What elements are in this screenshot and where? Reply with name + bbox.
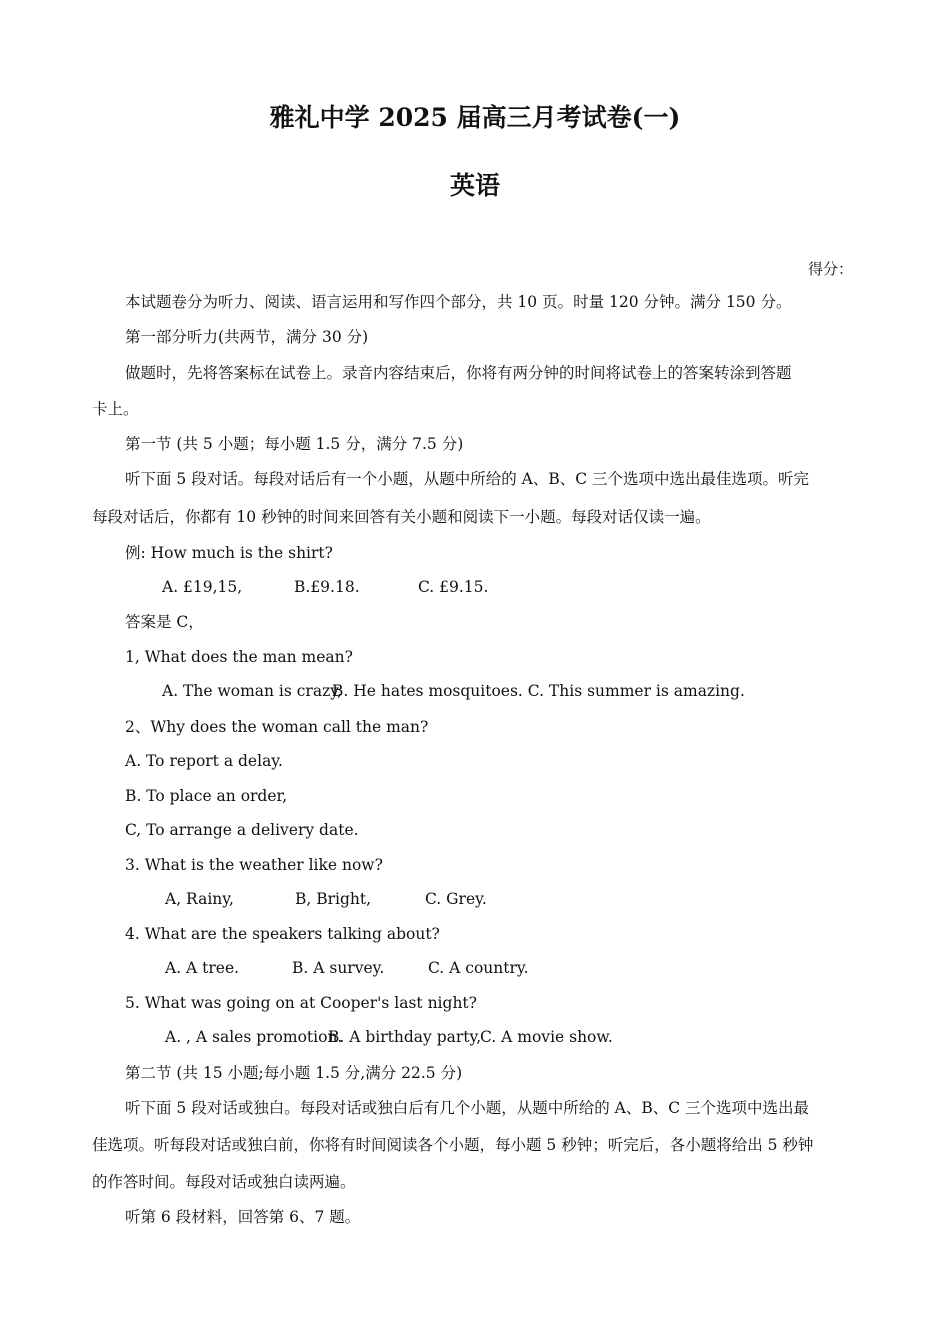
question-2-option-b: B. To place an order, bbox=[125, 787, 288, 805]
question-3-option-c: C. Grey. bbox=[425, 890, 487, 908]
section2-instruction-1: 听下面 5 段对话或独白。每段对话或独白后有几个小题，从题中所给的 A、B、C 三个选项中选出最 bbox=[125, 1099, 810, 1117]
example-answer: 答案是 C， bbox=[125, 613, 204, 631]
part1-instruction-2: 卡上。 bbox=[92, 400, 139, 418]
section1-heading: 第一节 (共 5 小题；每小题 1.5 分，满分 7.5 分) bbox=[125, 435, 464, 453]
question-2-option-c: C, To arrange a delivery date. bbox=[125, 821, 359, 839]
part1-instruction-1: 做题时，先将答案标在试卷上。录音内容结束后，你将有两分钟的时间将试卷上的答案转涂到答题 bbox=[125, 364, 792, 382]
subject-title: 英语 bbox=[449, 171, 500, 200]
question-2-option-a: A. To report a delay. bbox=[125, 752, 283, 770]
section2-heading: 第二节 (共 15 小题;每小题 1.5 分,满分 22.5 分) bbox=[125, 1064, 463, 1082]
question-4-option-b: B. A survey. bbox=[292, 959, 385, 977]
question-2: 2、Why does the woman call the man? bbox=[125, 718, 429, 736]
question-5-option-a: A. , A sales promotion. bbox=[165, 1028, 343, 1046]
question-5: 5. What was going on at Cooper's last night? bbox=[125, 994, 477, 1012]
example-option-a: A. £19,15, bbox=[162, 578, 243, 596]
section2-instruction-2: 佳选项。听每段对话或独白前，你将有时间阅读各个小题，每小题 5 秒钟；听完后，各小题将给出 5 秒钟 bbox=[92, 1136, 814, 1154]
example-question: 例: How much is the shirt? bbox=[125, 544, 333, 562]
score-label: 得分： bbox=[807, 260, 853, 278]
material-6-instruction: 听第 6 段材料，回答第 6、7 题。 bbox=[125, 1208, 361, 1226]
exam-title: 雅礼中学 2025 届高三月考试卷(一) bbox=[269, 103, 681, 132]
question-3-option-b: B, Bright, bbox=[295, 890, 372, 908]
question-4-option-a: A. A tree. bbox=[165, 959, 240, 977]
question-5-option-c: C. A movie show. bbox=[480, 1028, 613, 1046]
question-1-option-a: A. The woman is crazy, bbox=[162, 682, 342, 700]
question-5-option-b: B. A birthday party, bbox=[328, 1028, 482, 1046]
question-3: 3. What is the weather like now? bbox=[125, 856, 383, 874]
section1-instruction-1: 听下面 5 段对话。每段对话后有一个小题，从题中所给的 A、B、C 三个选项中选出最佳选项。听完 bbox=[125, 470, 810, 488]
example-option-b: B.£9.18. bbox=[294, 578, 360, 596]
question-4-option-c: C. A country. bbox=[428, 959, 529, 977]
intro-text: 本试题卷分为听力、阅读、语言运用和写作四个部分，共 10 页。时量 120 分钟。满分 150 分。 bbox=[125, 293, 792, 311]
part1-heading: 第一部分听力(共两节，满分 30 分) bbox=[125, 328, 369, 346]
example-option-c: C. £9.15. bbox=[418, 578, 489, 596]
question-4: 4. What are the speakers talking about? bbox=[125, 925, 440, 943]
question-1-option-bc: B. He hates mosquitoes. C. This summer is amazing. bbox=[332, 682, 745, 700]
section1-instruction-2: 每段对话后，你都有 10 秒钟的时间来回答有关小题和阅读下一小题。每段对话仅读一遍。 bbox=[92, 508, 711, 526]
question-1: 1, What does the man mean? bbox=[125, 648, 353, 666]
section2-instruction-3: 的作答时间。每段对话或独白读两遍。 bbox=[92, 1173, 356, 1191]
question-3-option-a: A, Rainy, bbox=[165, 890, 234, 908]
